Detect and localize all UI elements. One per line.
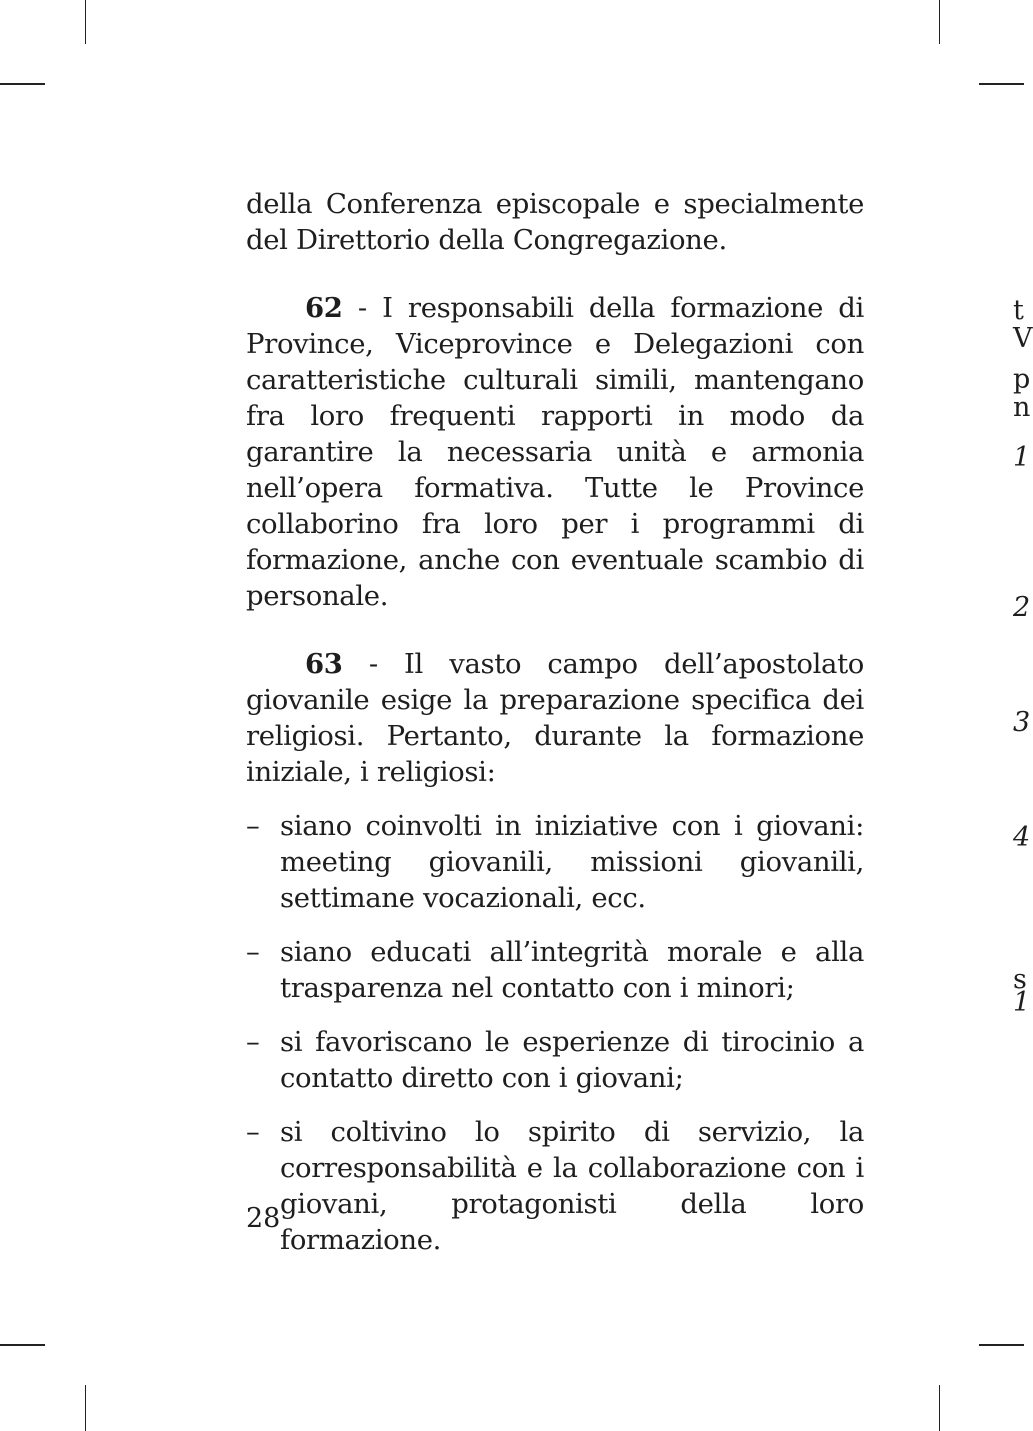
crop-mark	[979, 1344, 1024, 1346]
facing-page-fragment: n	[1013, 392, 1031, 423]
facing-page-fragment: 1	[1013, 442, 1031, 473]
facing-page-fragment: V	[1013, 323, 1033, 354]
paragraph-62	[246, 290, 864, 614]
crop-mark	[939, 0, 940, 44]
crop-mark	[0, 83, 45, 85]
facing-page-fragment: 3	[1013, 707, 1031, 738]
list-item: – si coltivino lo spirito di servizio, la corresponsabilità e la collaborazione con i giovani, protagonisti della loro formazione.	[246, 1116, 864, 1256]
facing-page-fragment: 1	[1013, 987, 1031, 1018]
facing-page-fragment: 2	[1013, 592, 1031, 623]
facing-page-fragment: t	[1013, 295, 1024, 326]
page-body	[246, 186, 864, 1276]
paragraph-text: - I responsabili della formazione di Province, Viceprovince e Delegazioni con caratteristiche culturali simili, mantengano fra loro frequenti rapporti in modo da garantire la necessaria unità e armonia nell’opera formativa. Tutte le Province collaborino fra loro per i programmi di formazione, anche con eventuale scambio di personale.	[246, 292, 864, 612]
dash-marker: –	[246, 1026, 260, 1058]
crop-mark	[0, 1344, 45, 1346]
facing-page-fragment: 4	[1013, 822, 1031, 853]
paragraph-text: - Il vasto campo dell’apostolato giovanile esige la preparazione specifica dei religiosi. Pertanto, durante la formazione iniziale, i religiosi:	[246, 648, 864, 788]
crop-mark	[85, 0, 86, 44]
paragraph-63	[246, 646, 864, 790]
paragraph-continuation: della Conferenza episcopale e specialmente del Direttorio della Congregazione.	[246, 188, 864, 256]
article-number: 62	[305, 292, 343, 324]
list-item: – siano coinvolti in iniziative con i giovani: meeting giovanili, missioni giovanili, settimane vocazionali, ecc.	[246, 810, 864, 914]
facing-page-fragment: p	[1013, 364, 1031, 395]
article-number: 63	[305, 648, 343, 680]
dash-marker: –	[246, 936, 260, 968]
crop-mark	[979, 83, 1024, 85]
dash-marker: –	[246, 1116, 260, 1148]
crop-mark	[85, 1385, 86, 1431]
page-number: 28	[246, 1203, 281, 1234]
list-item: – siano educati all’integrità morale e alla trasparenza nel contatto con i minori;	[246, 936, 864, 1004]
facing-page-fragment: s	[1013, 964, 1027, 995]
dash-marker: –	[246, 810, 260, 842]
bullet-list	[246, 808, 864, 1258]
list-item: – si favoriscano le esperienze di tirocinio a contatto diretto con i giovani;	[246, 1026, 864, 1094]
crop-mark	[939, 1385, 940, 1431]
